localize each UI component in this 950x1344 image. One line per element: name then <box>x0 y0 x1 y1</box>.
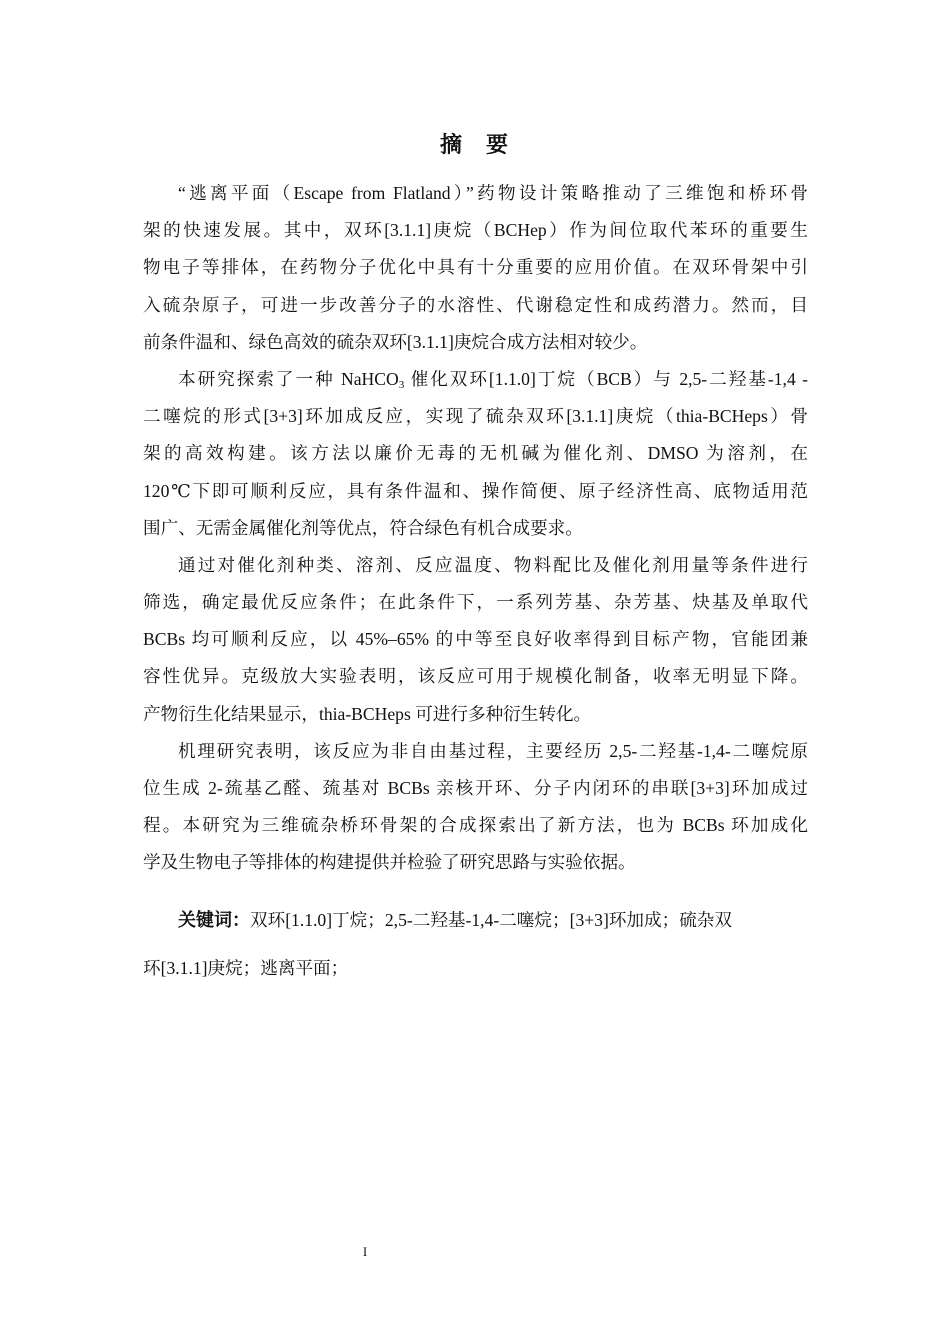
paragraph-line: 前条件温和、绿色高效的硫杂双环[3.1.1]庚烷合成方法相对较少。 <box>143 331 648 352</box>
keywords-label: 关键词： <box>178 909 250 931</box>
keywords <box>143 896 808 992</box>
formula-text: 本研究探索了一种 NaHCO <box>178 368 399 389</box>
abstract-title-char-2: 要 <box>486 133 511 158</box>
paragraph-3 <box>143 547 808 733</box>
paragraph-line: 通过对催化剂种类、溶剂、反应温度、物料配比及催化剂用量等条件进行 <box>178 554 808 575</box>
abstract-title <box>0 128 950 159</box>
paragraph-line <box>143 361 808 398</box>
paragraph-line: 二噻烷的形式[3+3]环加成反应，实现了硫杂双环[3.1.1]庚烷（thia-BCHeps）骨 <box>143 406 808 427</box>
paragraph-line: 入硫杂原子，可进一步改善分子的水溶性、代谢稳定性和成药潜力。然而，目 <box>143 294 808 315</box>
paragraph-line: 程。本研究为三维硫杂桥环骨架的合成探索出了新方法，也为 BCBs 环加成化 <box>143 815 808 836</box>
paragraph-line: 位生成 2-巯基乙醛、巯基对 BCBs 亲核开环、分子内闭环的串联[3+3]环加成过 <box>143 778 808 798</box>
abstract-body <box>143 175 808 992</box>
paragraph-line: BCBs 均可顺利反应，以 45%–65% 的中等至良好收率得到目标产物，官能团兼 <box>143 629 808 650</box>
paragraph-line: 围广、无需金属催化剂等优点，符合绿色有机合成要求。 <box>143 517 583 538</box>
paragraph-line: 物电子等排体，在药物分子优化中具有十分重要的应用价值。在双环骨架中引 <box>143 257 808 278</box>
formula-subscript: 3 <box>398 378 405 391</box>
paragraph-text: 催化双环[1.1.0]丁烷（BCB）与 2,5-二羟基-1,4 - <box>404 368 809 389</box>
paragraph-line: 产物衍生化结果显示，thia-BCHeps 可进行多种衍生转化。 <box>143 703 592 724</box>
paragraph-4 <box>143 733 808 882</box>
keywords-line: 环[3.1.1]庚烷；逃离平面； <box>143 957 349 978</box>
paragraph-1 <box>143 175 808 361</box>
paragraph-line: 架的快速发展。其中，双环[3.1.1]庚烷（BCHep）作为间位取代苯环的重要生 <box>143 220 808 241</box>
paragraph-line: 筛选，确定最优反应条件；在此条件下，一系列芳基、杂芳基、炔基及单取代 <box>143 592 808 613</box>
paragraph-line: “逃离平面（Escape from Flatland）”药物设计策略推动了三维饱和桥环骨 <box>178 183 808 203</box>
paragraph-line: 机理研究表明，该反应为非自由基过程，主要经历 2,5-二羟基-1,4-二噻烷原 <box>178 740 808 761</box>
paragraph-2 <box>143 361 808 547</box>
keywords-line <box>143 896 808 944</box>
paragraph-line: 学及生物电子等排体的构建提供并检验了研究思路与实验依据。 <box>143 852 636 873</box>
page-number: I <box>362 1244 368 1259</box>
abstract-title-char-1: 摘 <box>439 133 464 158</box>
keywords-text: 双环[1.1.0]丁烷；2,5-二羟基-1,4-二噻烷；[3+3]环加成；硫杂双 <box>250 909 732 930</box>
paragraph-line: 架的高效构建。该方法以廉价无毒的无机碱为催化剂、DMSO 为溶剂，在 <box>143 443 808 464</box>
paragraph-line: 120℃下即可顺利反应，具有条件温和、操作简便、原子经济性高、底物适用范 <box>143 480 808 501</box>
paragraph-line: 容性优异。克级放大实验表明，该反应可用于规模化制备，收率无明显下降。 <box>143 666 808 687</box>
